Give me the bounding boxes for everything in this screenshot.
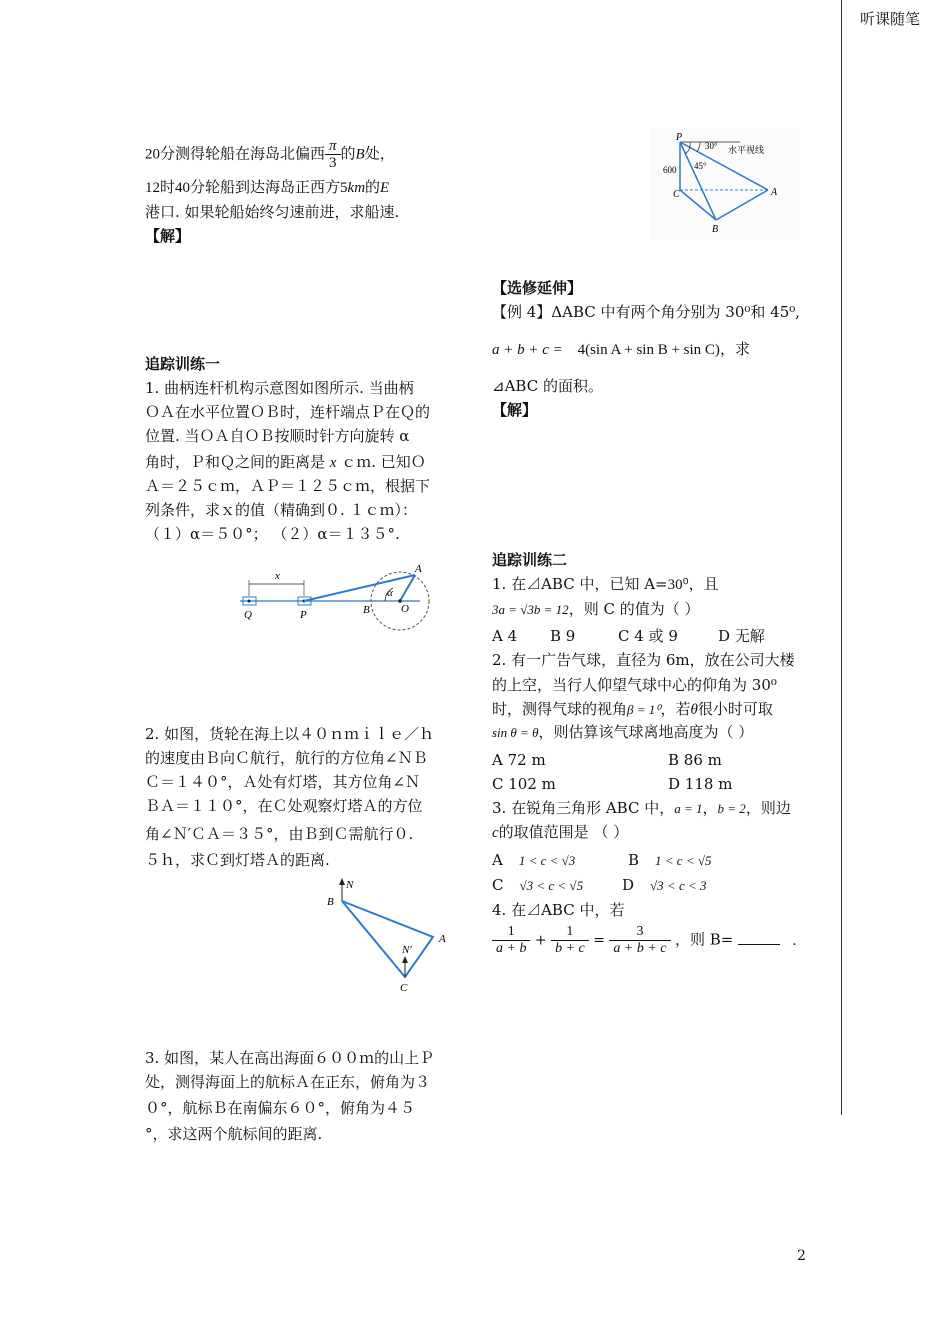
page-number: 2 <box>797 1248 806 1264</box>
q1-option-a: A 4 <box>492 627 518 645</box>
label-o: O <box>401 603 409 615</box>
label-b2: B <box>327 896 334 908</box>
ex-line-1: 20分测得轮船在海岛北偏西 $\frac{\pi}{3}$ 的B处， <box>145 138 395 171</box>
q2-option-d: D 118 m <box>668 775 733 793</box>
label-a2: A <box>439 933 446 945</box>
label-n: N <box>346 879 354 891</box>
q2-option-c: C 102 m <box>492 775 556 793</box>
fraction-3: $\frac{3}{a + b + c}$ <box>609 924 670 957</box>
triangle-bac <box>342 901 433 977</box>
q4-equation: $\frac{1}{a + b}$ + $\frac{1}{b + c}$ = $\frac{3}{a + b + c}$ ，则 B= . <box>492 924 797 957</box>
ex-line-3: 港口. 如果轮船始终匀速前进，求船速. <box>145 203 400 221</box>
label-q: Q <box>244 609 252 621</box>
label-p: P <box>300 609 307 621</box>
example4-solution: 【解】 <box>492 401 538 419</box>
label-a: A <box>415 563 422 575</box>
q3-option-b: B 1 < c < √5 <box>628 851 712 869</box>
label-a3: A <box>771 187 778 198</box>
example4-line3: ⊿ABC 的面积。 <box>492 377 603 395</box>
answer-blank[interactable] <box>738 944 780 945</box>
label-b: B <box>363 604 370 616</box>
label-45deg: 45° <box>694 161 707 171</box>
pi-over-3: $\frac{\pi}{3}$ <box>325 138 341 171</box>
mountain-figure <box>650 128 800 240</box>
crank-figure <box>235 560 440 640</box>
ex-line-2: 12时40分轮船到达海岛正西方5km的E <box>145 178 390 196</box>
label-x: x <box>275 570 280 582</box>
navigation-figure <box>320 875 455 1000</box>
q2-option-a: A 72 m <box>492 751 546 769</box>
q1-option-b: B 9 <box>550 627 576 645</box>
connecting-rod <box>304 575 415 601</box>
q2-option-b: B 86 m <box>668 751 722 769</box>
q1-option-d: D 无解 <box>718 627 765 645</box>
margin-divider <box>841 0 842 1115</box>
label-30deg: 30° <box>705 141 718 151</box>
track1-heading: 追踪训练一 <box>145 355 221 373</box>
label-c2: C <box>400 982 408 994</box>
label-600: 600 <box>663 165 677 175</box>
track2-heading: 追踪训练二 <box>492 551 568 569</box>
fraction-2: $\frac{1}{b + c}$ <box>551 924 589 957</box>
notes-column-title: 听课随笔 <box>860 10 921 28</box>
label-alpha: α <box>387 587 393 599</box>
north-arrow-c <box>402 956 408 963</box>
example4-line1: 【例 4】ΔABC 中有两个角分别为 30⁰和 45⁰, <box>492 303 801 321</box>
q3-option-a: A 1 < c < √3 <box>492 851 576 869</box>
example4-line2: a + b + c = 4(sin A + sin B + sin C)，求 <box>492 340 750 358</box>
label-c3: C <box>673 189 680 200</box>
solution-label: 【解】 <box>145 227 191 245</box>
north-arrow-b <box>339 878 345 885</box>
q3-option-d: D √3 < c < 3 <box>622 876 707 894</box>
label-b3: B <box>712 224 719 235</box>
label-p3: P <box>676 132 683 143</box>
q1-option-c: C 4 或 9 <box>618 627 678 645</box>
q3-option-c: C √3 < c < √5 <box>492 876 584 894</box>
label-horizontal: 水平视线 <box>728 146 765 156</box>
label-nprime: N′ <box>402 944 412 956</box>
fraction-1: $\frac{1}{a + b}$ <box>492 924 530 957</box>
elective-heading: 【选修延伸】 <box>492 279 583 297</box>
